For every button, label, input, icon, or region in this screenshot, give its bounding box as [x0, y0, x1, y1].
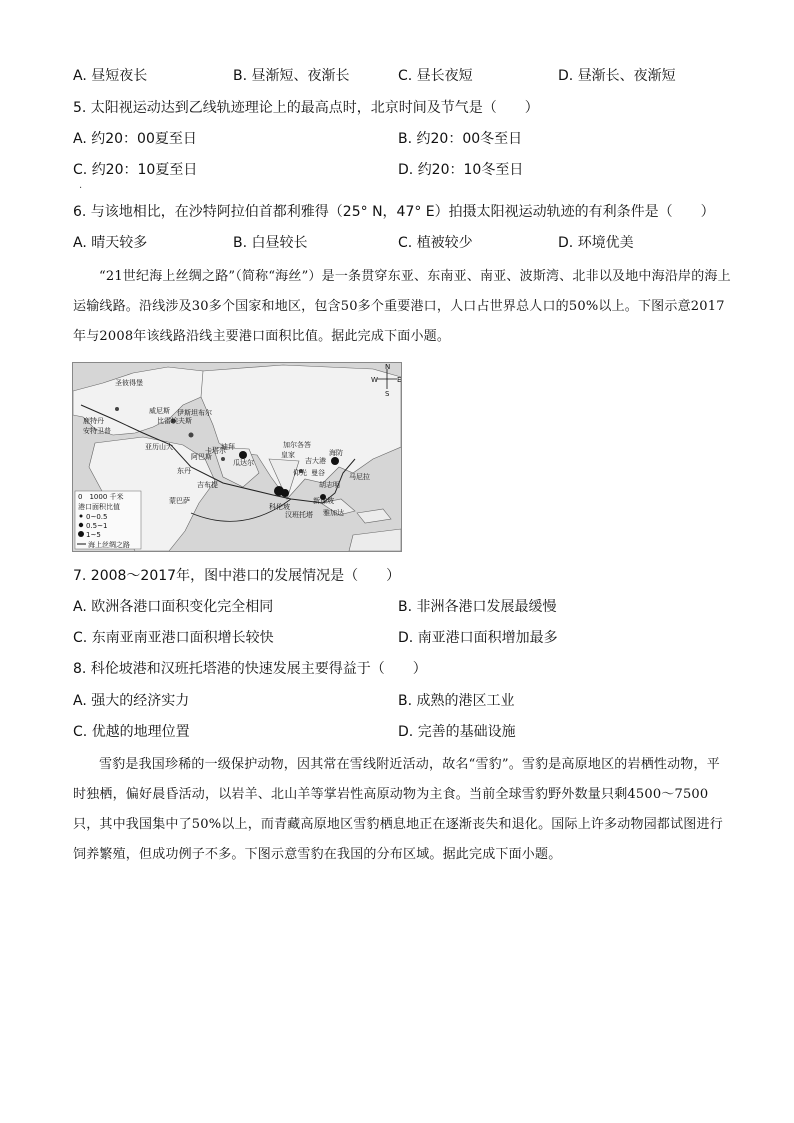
q7-option-d[interactable]: D. 南亚港口面积增加最多: [398, 630, 558, 646]
q8-option-a[interactable]: A. 强大的经济实力: [73, 693, 190, 709]
svg-text:W: W: [371, 376, 378, 384]
map-place-label: 新加坡: [313, 497, 334, 505]
map-place-label: 迪拜: [221, 443, 235, 451]
q8-option-d[interactable]: D. 完善的基础设施: [398, 724, 516, 740]
q6-options: [0, 231, 794, 255]
map-place-label: 瓜达尔: [233, 459, 254, 467]
q4-options: [0, 64, 794, 88]
q7-stem: 7. 2008～2017年，图中港口的发展情况是（ ）: [73, 568, 401, 584]
q5-option-d[interactable]: D. 约20：10冬至日: [398, 162, 524, 178]
q8-stem: 8. 科伦坡港和汉班托塔港的快速发展主要得益于（ ）: [73, 661, 427, 677]
map-place-label: 安特卫普: [83, 427, 111, 435]
q4-option-b[interactable]: B. 昼渐短、夜渐长: [233, 68, 350, 84]
map-place-label: 鹿特丹: [83, 417, 104, 425]
map-place-label: 吉大港: [305, 457, 326, 465]
q4-option-c[interactable]: C. 昼长夜短: [398, 68, 473, 84]
q7-options-row1: [0, 595, 794, 619]
map-place-label: 蒙巴萨: [169, 497, 190, 505]
q8-option-c[interactable]: C. 优越的地理位置: [73, 724, 190, 740]
map-place-label: 伊斯坦布尔: [177, 409, 212, 417]
q5-options-row1: [0, 127, 794, 151]
silk-road-port-map: [72, 362, 402, 552]
map-place-label: 威尼斯: [149, 407, 170, 415]
map-place-label: 仰光: [293, 469, 307, 477]
q8-options-row2: [0, 720, 794, 744]
svg-text:0 1000 千米: 0 1000 千米: [78, 493, 124, 501]
svg-text:N: N: [385, 363, 391, 371]
map-legend: [75, 491, 141, 549]
svg-text:E: E: [397, 376, 401, 384]
map-place-label: 曼谷: [311, 469, 325, 477]
q7-option-a[interactable]: A. 欧洲各港口面积变化完全相同: [73, 599, 274, 615]
map-place-label: 马尼拉: [349, 473, 370, 481]
q5-option-c[interactable]: C. 约20：10夏至日: [73, 162, 198, 178]
q7-option-c[interactable]: C. 东南亚南亚港口面积增长较快: [73, 630, 274, 646]
q4-option-d[interactable]: D. 昼渐长、夜渐短: [558, 68, 676, 84]
q7-option-b[interactable]: B. 非洲各港口发展最缓慢: [398, 599, 557, 615]
map-place-label: 汉班托塔: [285, 511, 313, 519]
map-place-label: 胡志明: [319, 481, 340, 489]
map-place-label: 海防: [329, 449, 343, 457]
map-place-label: 加尔各答: [283, 441, 311, 449]
q8-option-b[interactable]: B. 成熟的港区工业: [398, 693, 515, 709]
map-place-label: 圣彼得堡: [115, 379, 143, 387]
svg-text:S: S: [385, 390, 390, 398]
scan-speck: ·: [79, 183, 83, 194]
map-place-label: 皇家: [281, 451, 295, 459]
q7-options-row2: [0, 626, 794, 650]
map-place-label: 亚历山大: [145, 443, 173, 451]
svg-text:港口面积比值: 港口面积比值: [78, 503, 120, 511]
q6-option-c[interactable]: C. 植被较少: [398, 235, 473, 251]
map-place-label: 雅加达: [323, 509, 344, 517]
svg-text:0~0.5: 0~0.5: [86, 513, 108, 521]
passage-maritime-silk-road: “21世纪海上丝绸之路”（简称“海丝”）是一条贯穿东亚、东南亚、南亚、波斯湾、北非以及地中海沿岸的海上运输线路。沿线涉及30多个国家和地区，包含50多个重要港口，人口占世界总人口的50%以上。下图示意2017年与2008年该线路沿线主要港口面积比值。据此完成下面小题。: [73, 269, 731, 344]
svg-text:0.5~1: 0.5~1: [86, 522, 108, 530]
passage-snow-leopard: 雪豹是我国珍稀的一级保护动物，因其常在雪线附近活动，故名“雪豹”。雪豹是高原地区的岩栖性动物，平时独栖，偏好晨昏活动，以岩羊、北山羊等掌岩性高原动物为主食。当前全球雪豹野外数量只剩4500～7500只，其中我国集中了50%以上，而青藏高原地区雪豹栖息地正在逐渐丧失和退化。国际上许多动物园都试图进行饲养繁殖，但成功例子不多。下图示意雪豹在我国的分布区域。据此完成下面小题。: [73, 757, 723, 862]
map-place-label: 科伦坡: [269, 503, 290, 511]
q5-option-a[interactable]: A. 约20：00夏至日: [73, 131, 197, 147]
map-place-label: 东丹: [177, 467, 191, 475]
svg-text:海上丝绸之路: 海上丝绸之路: [88, 541, 130, 549]
q6-option-a[interactable]: A. 晴天较多: [73, 235, 148, 251]
q5-stem: 5. 太阳视运动达到乙线轨迹理论上的最高点时，北京时间及节气是（ ）: [73, 100, 539, 116]
q6-stem: 6. 与该地相比，在沙特阿拉伯首都利雅得（25° N，47° E）拍摄太阳视运动轨迹的有利条件是（ ）: [73, 204, 715, 220]
q5-options-row2: [0, 158, 794, 182]
svg-text:1~5: 1~5: [86, 531, 101, 539]
map-place-label: 吉布提: [197, 481, 218, 489]
q5-option-b[interactable]: B. 约20：00冬至日: [398, 131, 523, 147]
q6-option-b[interactable]: B. 白昼较长: [233, 235, 308, 251]
q6-option-d[interactable]: D. 环境优美: [558, 235, 634, 251]
q4-option-a[interactable]: A. 昼短夜长: [73, 68, 148, 84]
map-place-label: 卡塔尔: [205, 447, 226, 455]
map-place-label: 阿巴斯: [191, 453, 212, 461]
map-place-label: 比雷埃夫斯: [157, 417, 192, 425]
q8-options-row1: [0, 689, 794, 713]
